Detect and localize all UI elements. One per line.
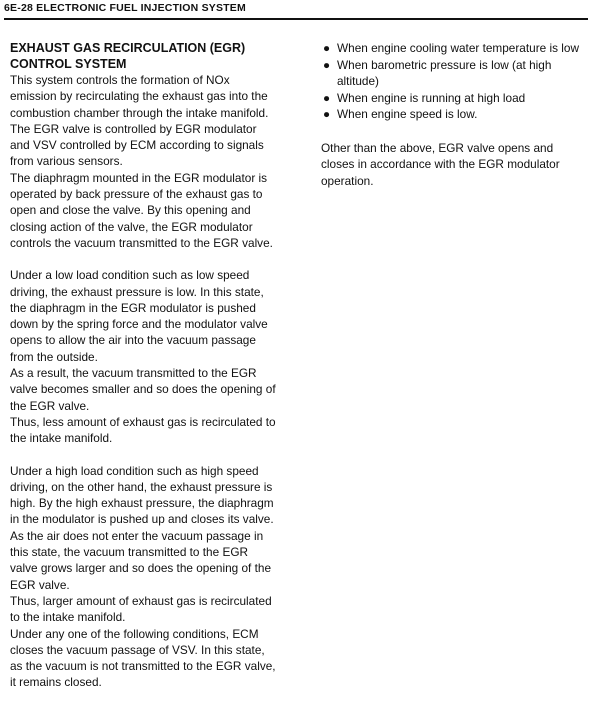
bullet-icon: ● (323, 57, 331, 72)
paragraph-high-load: Under a high load condition such as high speed driving, on the other hand, the exhaust pressure is high. By the high exhaust pressure, the diaphragm in the modulator is pushed up and closes its valve. As the air does not enter the vacuum passage in this state, the vacuum transmitted to the EGR valve grows larger and so does the opening of the EGR valve. (10, 463, 274, 592)
paragraph-intro: This system controls the formation of NOx emission by recirculating the exhaust gas into the combustion chamber through the intake manifold. (10, 73, 269, 120)
condition-text: When engine is running at high load (337, 90, 526, 105)
bullet-icon: ● (323, 41, 331, 55)
paragraph-vsv-conditions: Under any one of the following conditions, ECM closes the vacuum passage of VSV. In this state, as the vacuum is not transmitted to the EGR valve, it remains closed. (10, 626, 276, 690)
section-title-line-1: EXHAUST GAS RECIRCULATION (EGR) (10, 41, 246, 55)
paragraph-low-load-summary: Thus, less amount of exhaust gas is recirculated to the intake manifold. (10, 414, 276, 446)
condition-item (321, 40, 587, 57)
paragraph-low-load-result: As a result, the vacuum transmitted to the EGR valve becomes smaller and so does the opening of the EGR valve. (10, 366, 276, 413)
paragraph-high-load-summary: Thus, larger amount of exhaust gas is recirculated to the intake manifold. (10, 593, 272, 625)
section-title-line-2: CONTROL SYSTEM (10, 57, 127, 71)
condition-item (321, 106, 587, 123)
condition-text: When engine cooling water temperature is low (337, 41, 579, 55)
condition-text: When engine speed is low. (337, 107, 478, 122)
left-column (10, 40, 276, 691)
condition-text: When barometric pressure is low (at high altitude) (337, 57, 552, 89)
paragraph-closing: Other than the above, EGR valve opens and closes in accordance with the EGR modulator operation. (321, 140, 560, 188)
bullet-icon: ● (323, 107, 331, 122)
bullet-icon: ● (323, 90, 331, 105)
page-header: 6E-28 ELECTRONIC FUEL INJECTION SYSTEM (4, 2, 246, 14)
condition-item (321, 90, 587, 107)
header-rule (4, 18, 588, 20)
paragraph-low-load: Under a low load condition such as low speed driving, the exhaust pressure is low. In this state, the diaphragm in the EGR modulator is pushed down by the spring force and the modulator valve opens to allow the air into the vacuum passage from the outside. (10, 268, 268, 364)
paragraph-gap (10, 251, 276, 267)
right-column (321, 40, 587, 189)
condition-item (321, 57, 587, 90)
paragraph-diaphragm: The diaphragm mounted in the EGR modulator is operated by back pressure of the exhaust gas to open and close the valve. By this opening and closing action of the valve, the EGR modulator controls the vacuum transmitted to the EGR valve. (10, 170, 273, 250)
paragraph-gap (10, 447, 276, 463)
conditions-list (321, 40, 587, 123)
paragraph-control: The EGR valve is controlled by EGR modulator and VSV controlled by ECM according to signals from various sensors. (10, 121, 264, 169)
